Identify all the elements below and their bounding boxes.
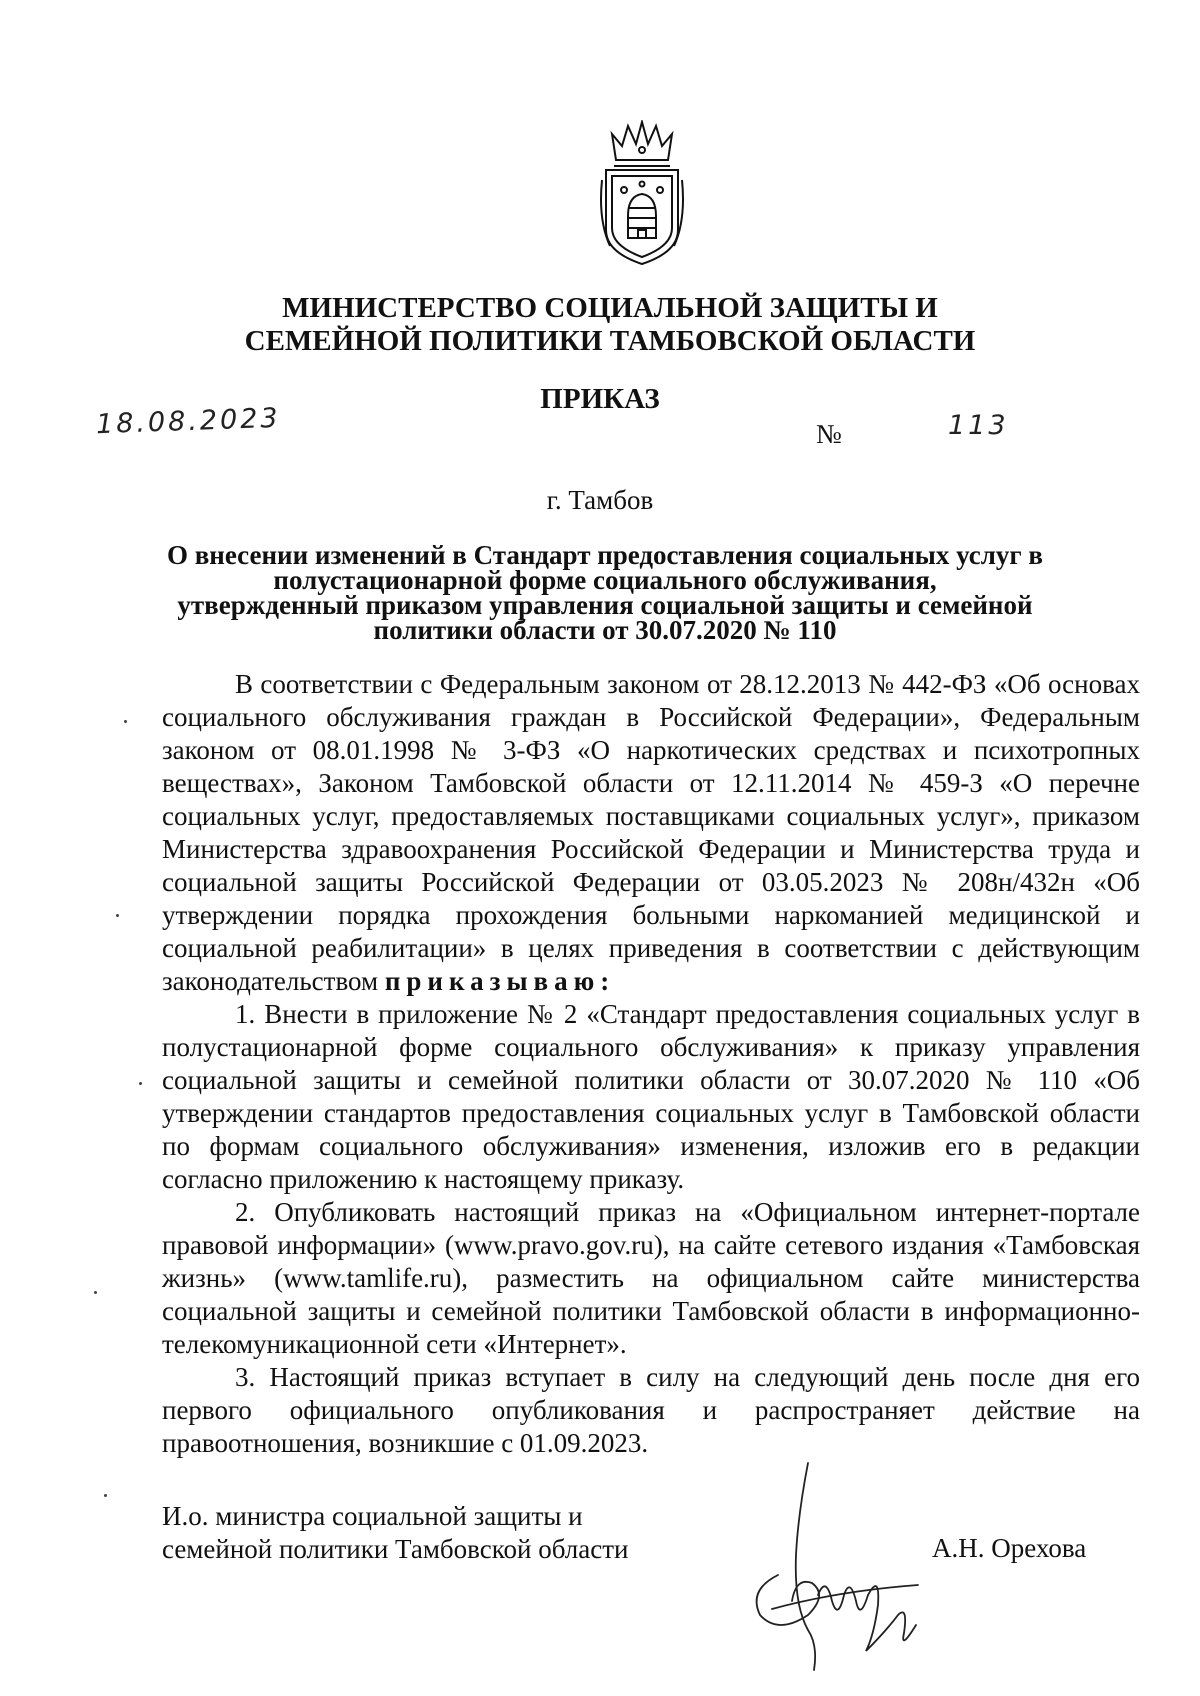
order-item-3: 3. Настоящий приказ вступает в силу на следующий день после дня его первого официального опубликования и распространяет действие на правоотношения, возникшие с 01.09.2023.: [162, 1362, 1140, 1458]
subject-line: полустационарной форме социального обслуживания,: [273, 565, 937, 595]
ministry-line-2: СЕМЕЙНОЙ ПОЛИТИКИ ТАМБОВСКОЙ ОБЛАСТИ: [244, 325, 976, 357]
preamble-text: В соответствии с Федеральным законом от 28.12.2013 № 442-ФЗ «Об основах социального обслуживания граждан в Российской Федерации», Федеральным законом от 08.01.1998 № 3-ФЗ «О наркотических средствах и психотропных веществах», Законом Тамбовской области от 12.11.2014 № 459-З «О перечне социальных услуг, предоставляемых поставщиками социальных услуг», приказом Министерства здравоохранения Российской Федерации и Министерства труда и социальной защиты Российской Федерации от 03.05.2023 № 208н/432н «Об утверждении порядка прохождения больными наркоманией медицинской и социальной реабилитации» в целях приведения в соответствии с действующим законодательством: [162, 669, 1140, 996]
number-label: №: [816, 419, 842, 449]
ministry-line-1: МИНИСТЕРСТВО СОЦИАЛЬНОЙ ЗАЩИТЫ И: [282, 292, 938, 324]
scan-speck: [139, 1082, 142, 1085]
preamble-paragraph: [162, 668, 1140, 998]
order-item-1: 1. Внести в приложение № 2 «Стандарт предоставления социальных услуг в полустационарной форме социального обслуживания» к приказу управления социальной защиты и семейной политики области от 30.07.2020 № 110 «Об утверждении стандартов предоставления социальных услуг в Тамбовской области по формам социального обслуживания» изменения, изложив его в редакции согласно приложению к настоящему приказу.: [162, 999, 1140, 1194]
order-item-2: 2. Опубликовать настоящий приказ на «Официальном интернет-портале правовой информации» (www.pravo.gov.ru), на сайте сетевого издания «Тамбовская жизнь» (www.tamlife.ru), разместить на официальном сайте министерства социальной защиты и семейной политики Тамбовской области в информационно-телекомуникационной сети «Интернет».: [162, 1197, 1140, 1359]
city: г. Тамбов: [546, 485, 654, 515]
scan-speck: [116, 914, 119, 917]
handwritten-number: 113: [948, 410, 1009, 441]
handwritten-date: 18.08.2023: [95, 402, 282, 441]
signatory-position: [162, 1500, 628, 1566]
signatory-position-line-1: И.о. министра социальной защиты и: [162, 1501, 583, 1531]
signatory-name: А.Н. Орехова: [932, 1533, 1087, 1563]
subject-line: О внесении изменений в Стандарт предоставления социальных услуг в: [166, 540, 1044, 570]
signatory-position-line-2: семейной политики Тамбовской области: [162, 1534, 629, 1564]
coat-of-arms-icon: [596, 120, 688, 268]
scan-speck: [124, 720, 127, 723]
ministry-title: [160, 292, 1060, 358]
scan-speck: [94, 1291, 97, 1294]
order-word: приказываю:: [384, 966, 616, 996]
scan-speck: [104, 1494, 107, 1497]
subject-line: утвержденный приказом управления социальной защиты и семейной: [177, 590, 1033, 620]
document-body: [162, 668, 1140, 1460]
document-type: ПРИКАЗ: [540, 383, 660, 415]
subject-heading: [150, 540, 1060, 645]
subject-line: политики области от 30.07.2020 № 110: [373, 615, 837, 645]
handwritten-signature-icon: [748, 1455, 948, 1675]
